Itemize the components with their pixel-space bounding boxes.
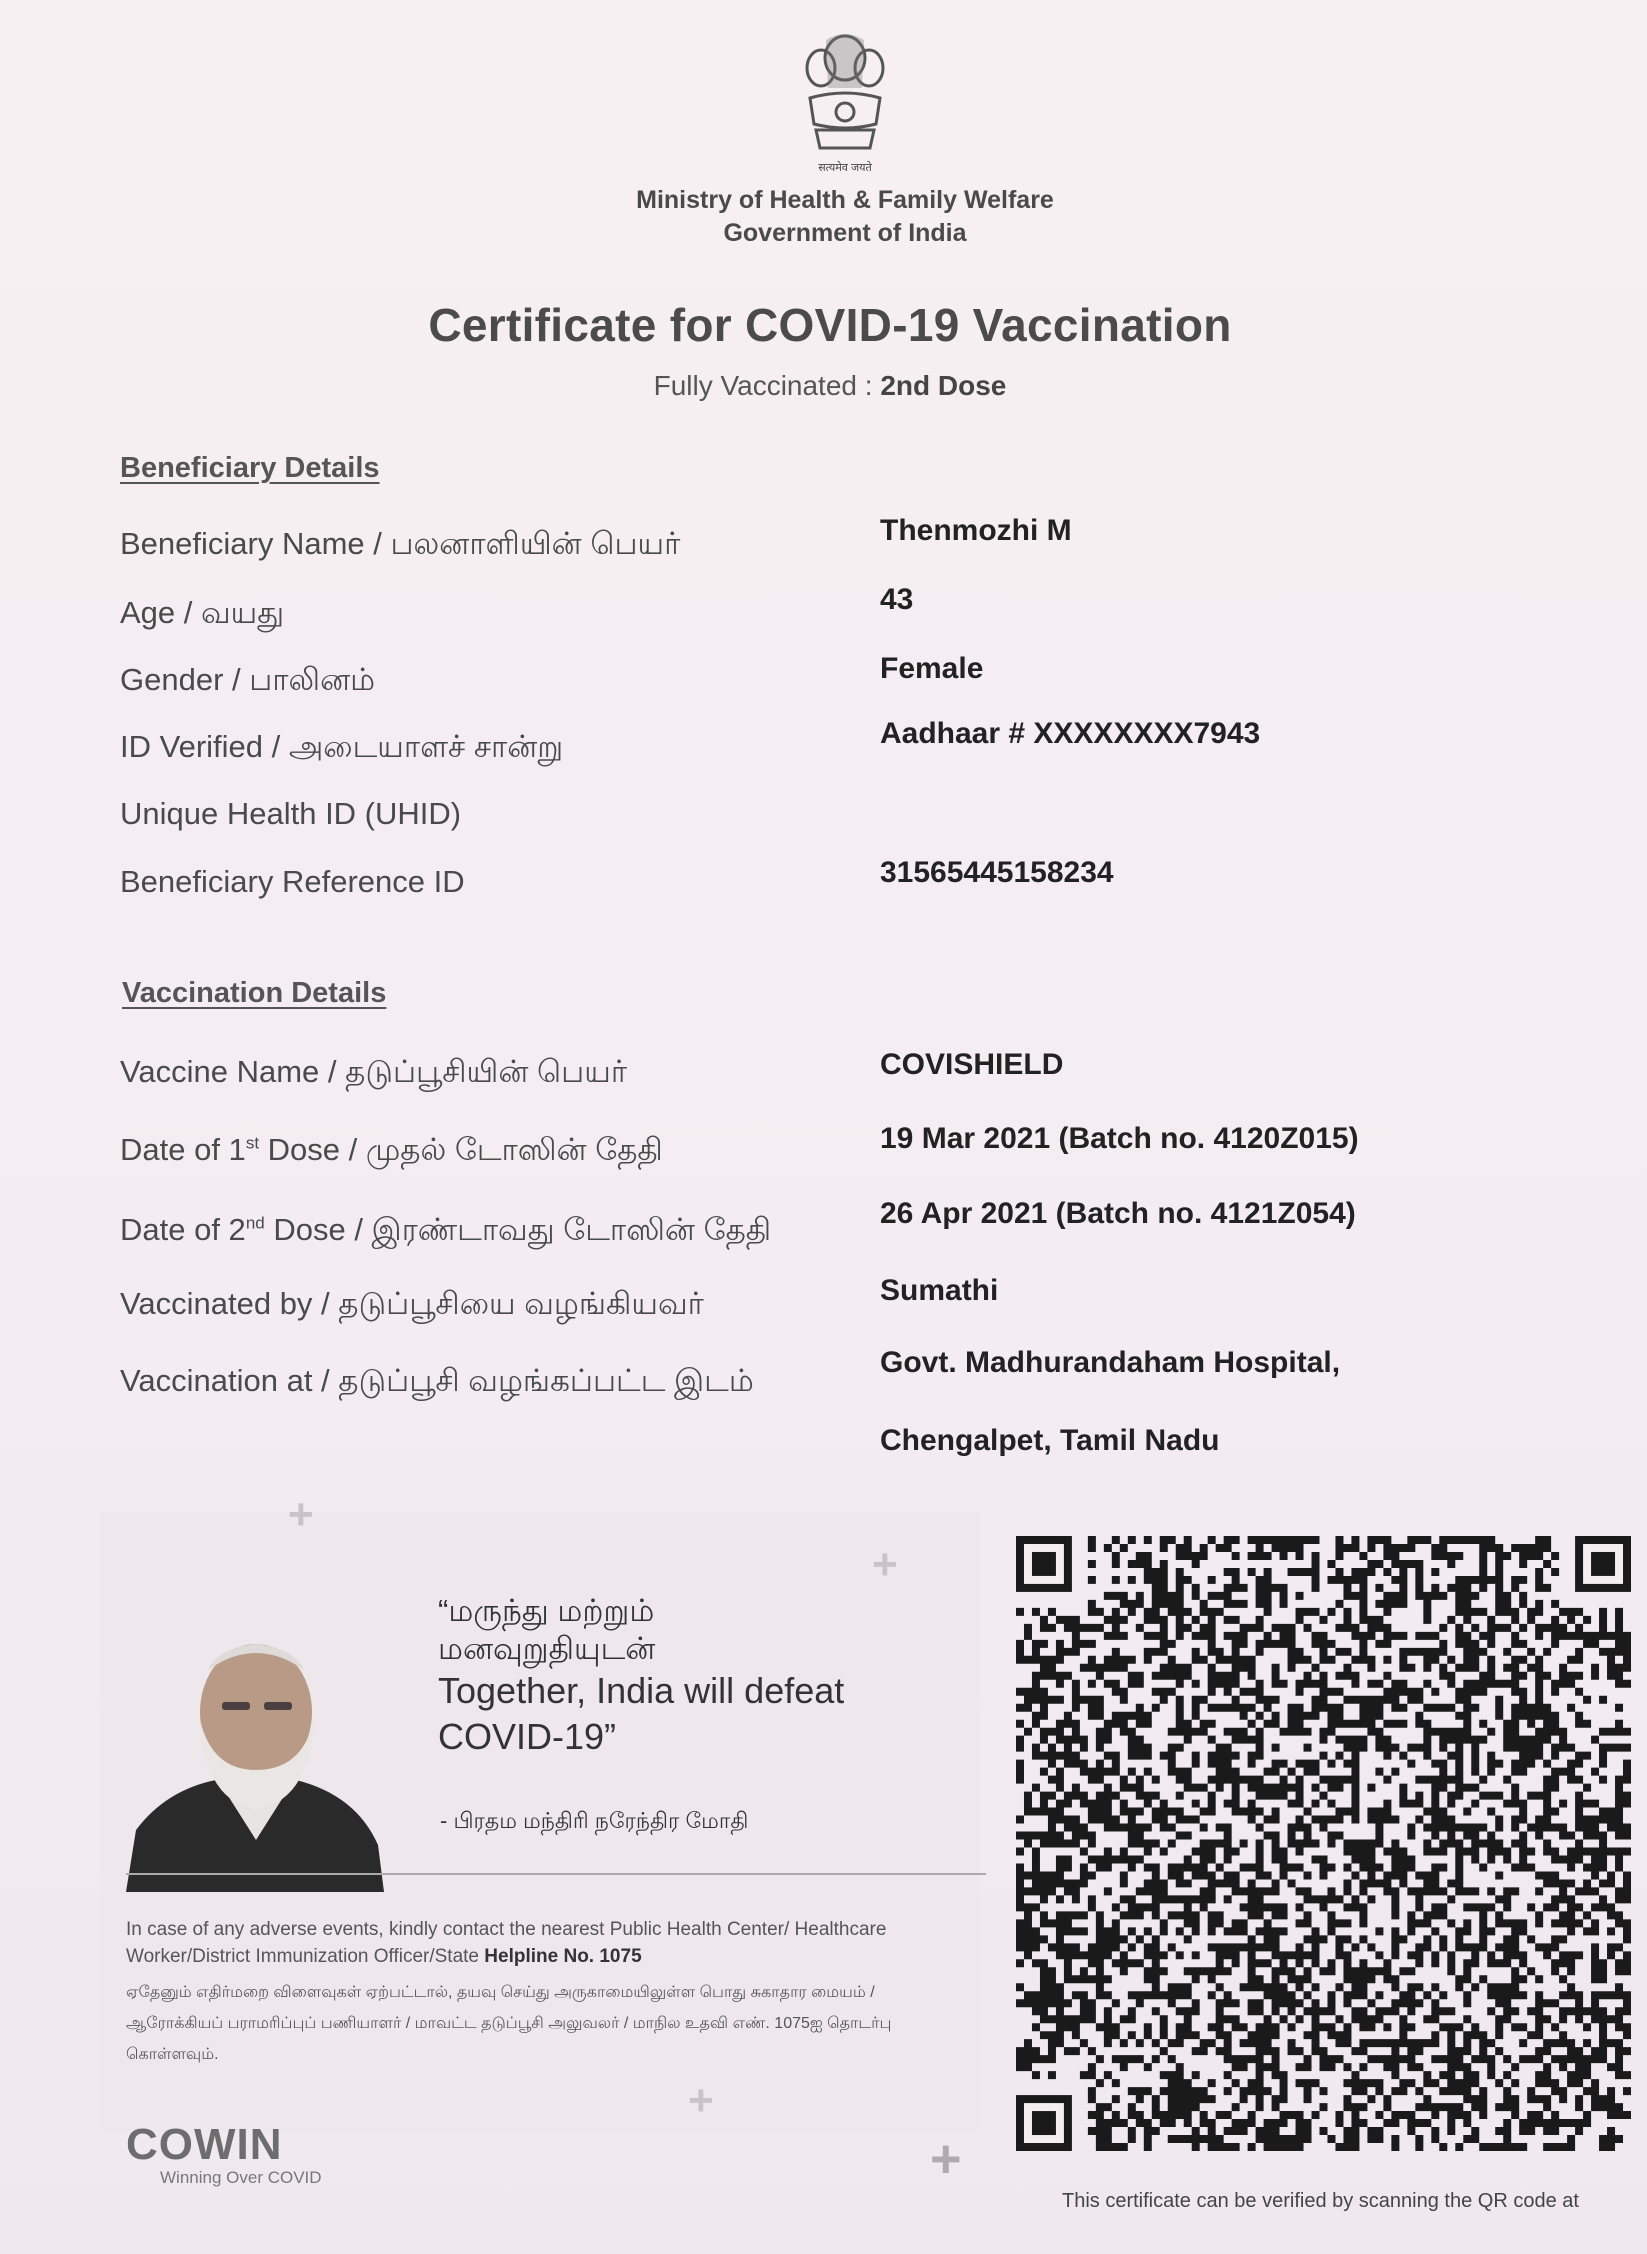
vaccination-heading: Vaccination Details	[122, 977, 387, 1009]
cowin-tagline: Winning Over COVID	[160, 2168, 322, 2187]
dose1-ordinal: st	[245, 1133, 260, 1153]
dose2-date-value: 26 Apr 2021 (Batch no. 4121Z054)	[880, 1197, 1356, 1230]
ministry-line-2: Government of India	[723, 219, 967, 247]
vaccination-status	[480, 370, 1180, 402]
qr-verification-note: This certificate can be verified by scanning the QR code at	[1062, 2190, 1579, 2212]
vaccination-at-value-line2: Chengalpet, Tamil Nadu	[880, 1424, 1220, 1457]
uhid-label: Unique Health ID (UHID)	[120, 796, 462, 831]
dose1-label-start: Date of 1	[120, 1132, 246, 1167]
dose1-date-value: 19 Mar 2021 (Batch no. 4120Z015)	[880, 1122, 1359, 1155]
plus-decoration-icon: +	[688, 2076, 714, 2125]
ministry-name	[520, 184, 1170, 250]
beneficiary-heading: Beneficiary Details	[120, 452, 380, 484]
status-dose: 2nd Dose	[880, 370, 1007, 401]
age-value: 43	[880, 583, 914, 616]
quote-attribution: - பிரதம மந்திரி நரேந்திர மோதி	[440, 1808, 749, 1833]
vaccination-at-label: Vaccination at / தடுப்பூசி வழங்கப்பட்ட இடம்	[120, 1363, 754, 1398]
quote-tamil-line1: “மருந்து மற்றும்	[438, 1593, 655, 1628]
reference-id-label: Beneficiary Reference ID	[120, 864, 465, 899]
emblem-motto: सत्यमेव जयते	[818, 162, 872, 174]
adverse-events-notice-tamil: ஏதேனும் எதிர்மறை விளைவுகள் ஏற்பட்டால், தயவு செய்து அருகாமையிலுள்ள பொது சுகாதார மையம் / ஆரோக்கியப் பராமரிப்புப் பணியாளர் / மாவட்ட தடுப்பூசி அலுவலர் / மாநில உதவி எண். 1075ஐ தொடர்பு கொள்ளவும்.	[126, 1984, 892, 2063]
vaccine-name-value: COVISHIELD	[880, 1048, 1064, 1081]
beneficiary-name-label: Beneficiary Name / பலனாளியின் பெயர்	[120, 526, 681, 561]
dose2-date-label	[120, 1212, 771, 1252]
beneficiary-name-value: Thenmozhi M	[880, 514, 1072, 547]
prime-minister-photo	[126, 1630, 384, 1892]
age-label: Age / வயது	[120, 595, 285, 630]
quote-english-line2: COVID-19”	[438, 1716, 617, 1757]
dose1-date-label	[120, 1132, 663, 1172]
qr-modules	[1016, 1536, 1631, 2151]
national-emblem-icon	[796, 28, 894, 176]
ministry-line-1: Ministry of Health & Family Welfare	[636, 186, 1054, 214]
dose2-label-end: Dose / இரண்டாவது டோஸின் தேதி	[264, 1212, 772, 1247]
plus-decoration-icon: +	[872, 1540, 898, 1589]
plus-decoration-icon: +	[288, 1490, 314, 1539]
adverse-events-notice	[126, 1916, 946, 1970]
reference-id-value: 31565445158234	[880, 856, 1114, 889]
verification-qr-code	[1016, 1536, 1631, 2161]
gender-value: Female	[880, 652, 984, 685]
id-verified-label: ID Verified / அடையாளச் சான்று	[120, 729, 564, 764]
status-prefix: Fully Vaccinated :	[653, 370, 881, 401]
dose2-ordinal: nd	[245, 1213, 265, 1233]
qr-finder-pattern	[1016, 1536, 1072, 1592]
pm-quote	[438, 1592, 958, 1760]
cowin-logo: COWIN	[126, 2120, 283, 2169]
vaccine-name-label: Vaccine Name / தடுப்பூசியின் பெயர்	[120, 1054, 628, 1089]
quote-tamil-line2: மனவுறுதியுடன்	[438, 1631, 656, 1666]
quote-english-line1: Together, India will defeat	[438, 1670, 845, 1711]
vaccinated-by-value: Sumathi	[880, 1274, 999, 1307]
qr-finder-pattern	[1016, 2095, 1072, 2151]
dose2-label-start: Date of 2	[120, 1212, 246, 1247]
helpline-number: Helpline No. 1075	[484, 1946, 642, 1967]
gender-label: Gender / பாலினம்	[120, 662, 376, 697]
vaccination-at-value-line1: Govt. Madhurandaham Hospital,	[880, 1346, 1341, 1379]
plus-decoration-icon: +	[930, 2129, 962, 2189]
vaccinated-by-label: Vaccinated by / தடுப்பூசியை வழங்கியவர்	[120, 1286, 704, 1321]
certificate-title: Certificate for COVID-19 Vaccination	[428, 299, 1232, 351]
id-verified-value: Aadhaar # XXXXXXXX7943	[880, 717, 1261, 750]
qr-finder-pattern	[1575, 1536, 1631, 1592]
divider	[126, 1873, 986, 1875]
adverse-events-text: In case of any adverse events, kindly contact the nearest Public Health Center/ Healthcare Worker/District Immunization Officer/State	[126, 1919, 887, 1967]
dose1-label-end: Dose / முதல் டோஸின் தேதி	[259, 1132, 663, 1167]
